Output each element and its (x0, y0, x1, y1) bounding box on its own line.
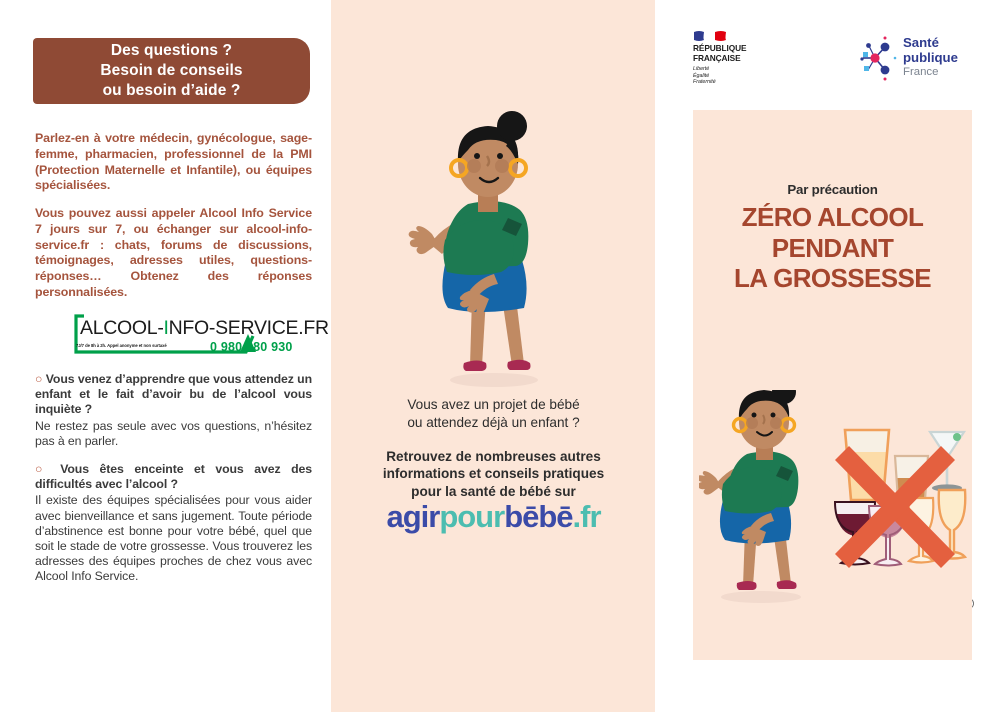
center-cta (356, 448, 631, 500)
ais-wordmark: ALCOOL-INFO-SERVICE.FR (80, 317, 329, 339)
no-alcohol-illustration (699, 390, 972, 610)
pregnant-woman-waving-illustration (390, 108, 590, 388)
bullet-icon: ○ (35, 462, 50, 476)
questions-header-line3: ou besoin d’aide ? (102, 82, 241, 99)
republique-francaise-name: RÉPUBLIQUE FRANÇAISE (693, 43, 747, 63)
url-part-agir: agir (386, 499, 440, 534)
question-block-2-heading: ○ Vous êtes enceinte et vous avez des difficultés avec l’alcool ? (35, 462, 312, 492)
center-cta-line3: pour la santé de bébé sur (411, 483, 576, 499)
question-block-2 (35, 462, 312, 585)
center-cta-line1: Retrouvez de nombreuses autres (386, 449, 601, 464)
agirpourbebe-url-logo[interactable] (356, 499, 631, 535)
spf-wordmark: Santé publique France (903, 35, 958, 78)
url-part-pour: pour (439, 499, 505, 534)
precaution-label: Par précaution (787, 182, 878, 197)
url-part-fr: .fr (572, 499, 601, 534)
main-title (693, 202, 972, 294)
question-block-1 (35, 372, 312, 449)
alcool-info-service-logo[interactable] (70, 314, 329, 358)
pregnant-woman-figure (699, 390, 801, 603)
question-block-2-body: Il existe des équipes spécialisées pour vous aider avec bienveillance et sans jugement. Toute période d’abstinence est bonne pour votre bébé, quel que soit le stade de votre grossesse. Vous trouverez les adresses des équipes proches de chez vous avec Alcool Info Service. (35, 493, 312, 584)
center-cta-line2: informations et conseils pratiques (382, 466, 605, 482)
ais-phone-number: 0 980 980 930 (210, 340, 293, 354)
center-panel (331, 0, 655, 712)
url-part-bebe: bēbē (504, 499, 573, 534)
main-title-line2: PENDANT (771, 232, 894, 263)
question-block-1-heading: ○ Vous venez d’apprendre que vous attendez un enfant et le fait d’avoir bu de l’alcool vous inquiète ? (35, 372, 312, 417)
lead-paragraph-2: Vous pouvez aussi appeler Alcool Info Service 7 jours sur 7, ou échanger sur alcool-info-service.fr : chats, forums de discussions, témoignages, adresses utiles, questions-réponses… Obtenez des réponses personnalisées. (35, 206, 312, 299)
ais-tagline: 7J/7 de 8h à 2h. Appel anonyme et non surtaxé (76, 343, 167, 348)
center-question (356, 396, 631, 432)
questions-header-line2: Besoin de conseils (100, 62, 243, 79)
main-title-line3: LA GROSSESSE (734, 263, 931, 293)
spf-network-mark-icon (851, 34, 899, 82)
center-question-line1: Vous avez un projet de bébé (407, 397, 580, 412)
question-block-1-body: Ne restez pas seule avec vos questions, n’hésitez pas à en parler. (35, 418, 312, 448)
questions-header-box (33, 38, 310, 104)
bullet-icon: ○ (35, 372, 43, 386)
republique-francaise-logo (693, 30, 773, 92)
questions-header-line1: Des questions ? (110, 42, 233, 59)
republique-francaise-motto: Liberté Égalité Fraternité (693, 66, 716, 86)
institutional-logos (693, 28, 972, 90)
french-flag-icon (693, 30, 727, 41)
center-question-line2: ou attendez déjà un enfant ? (407, 415, 580, 430)
right-panel (693, 110, 972, 660)
sante-publique-france-logo (851, 32, 973, 88)
lead-paragraph-1: Parlez-en à votre médecin, gynécologue, sage-femme, pharmacien, professionnel de la PMI (Protection Maternelle et Infantile), ou équipes spécialisées. (35, 131, 312, 193)
main-title-line1: ZÉRO ALCOOL (741, 202, 924, 232)
left-panel (0, 0, 331, 712)
